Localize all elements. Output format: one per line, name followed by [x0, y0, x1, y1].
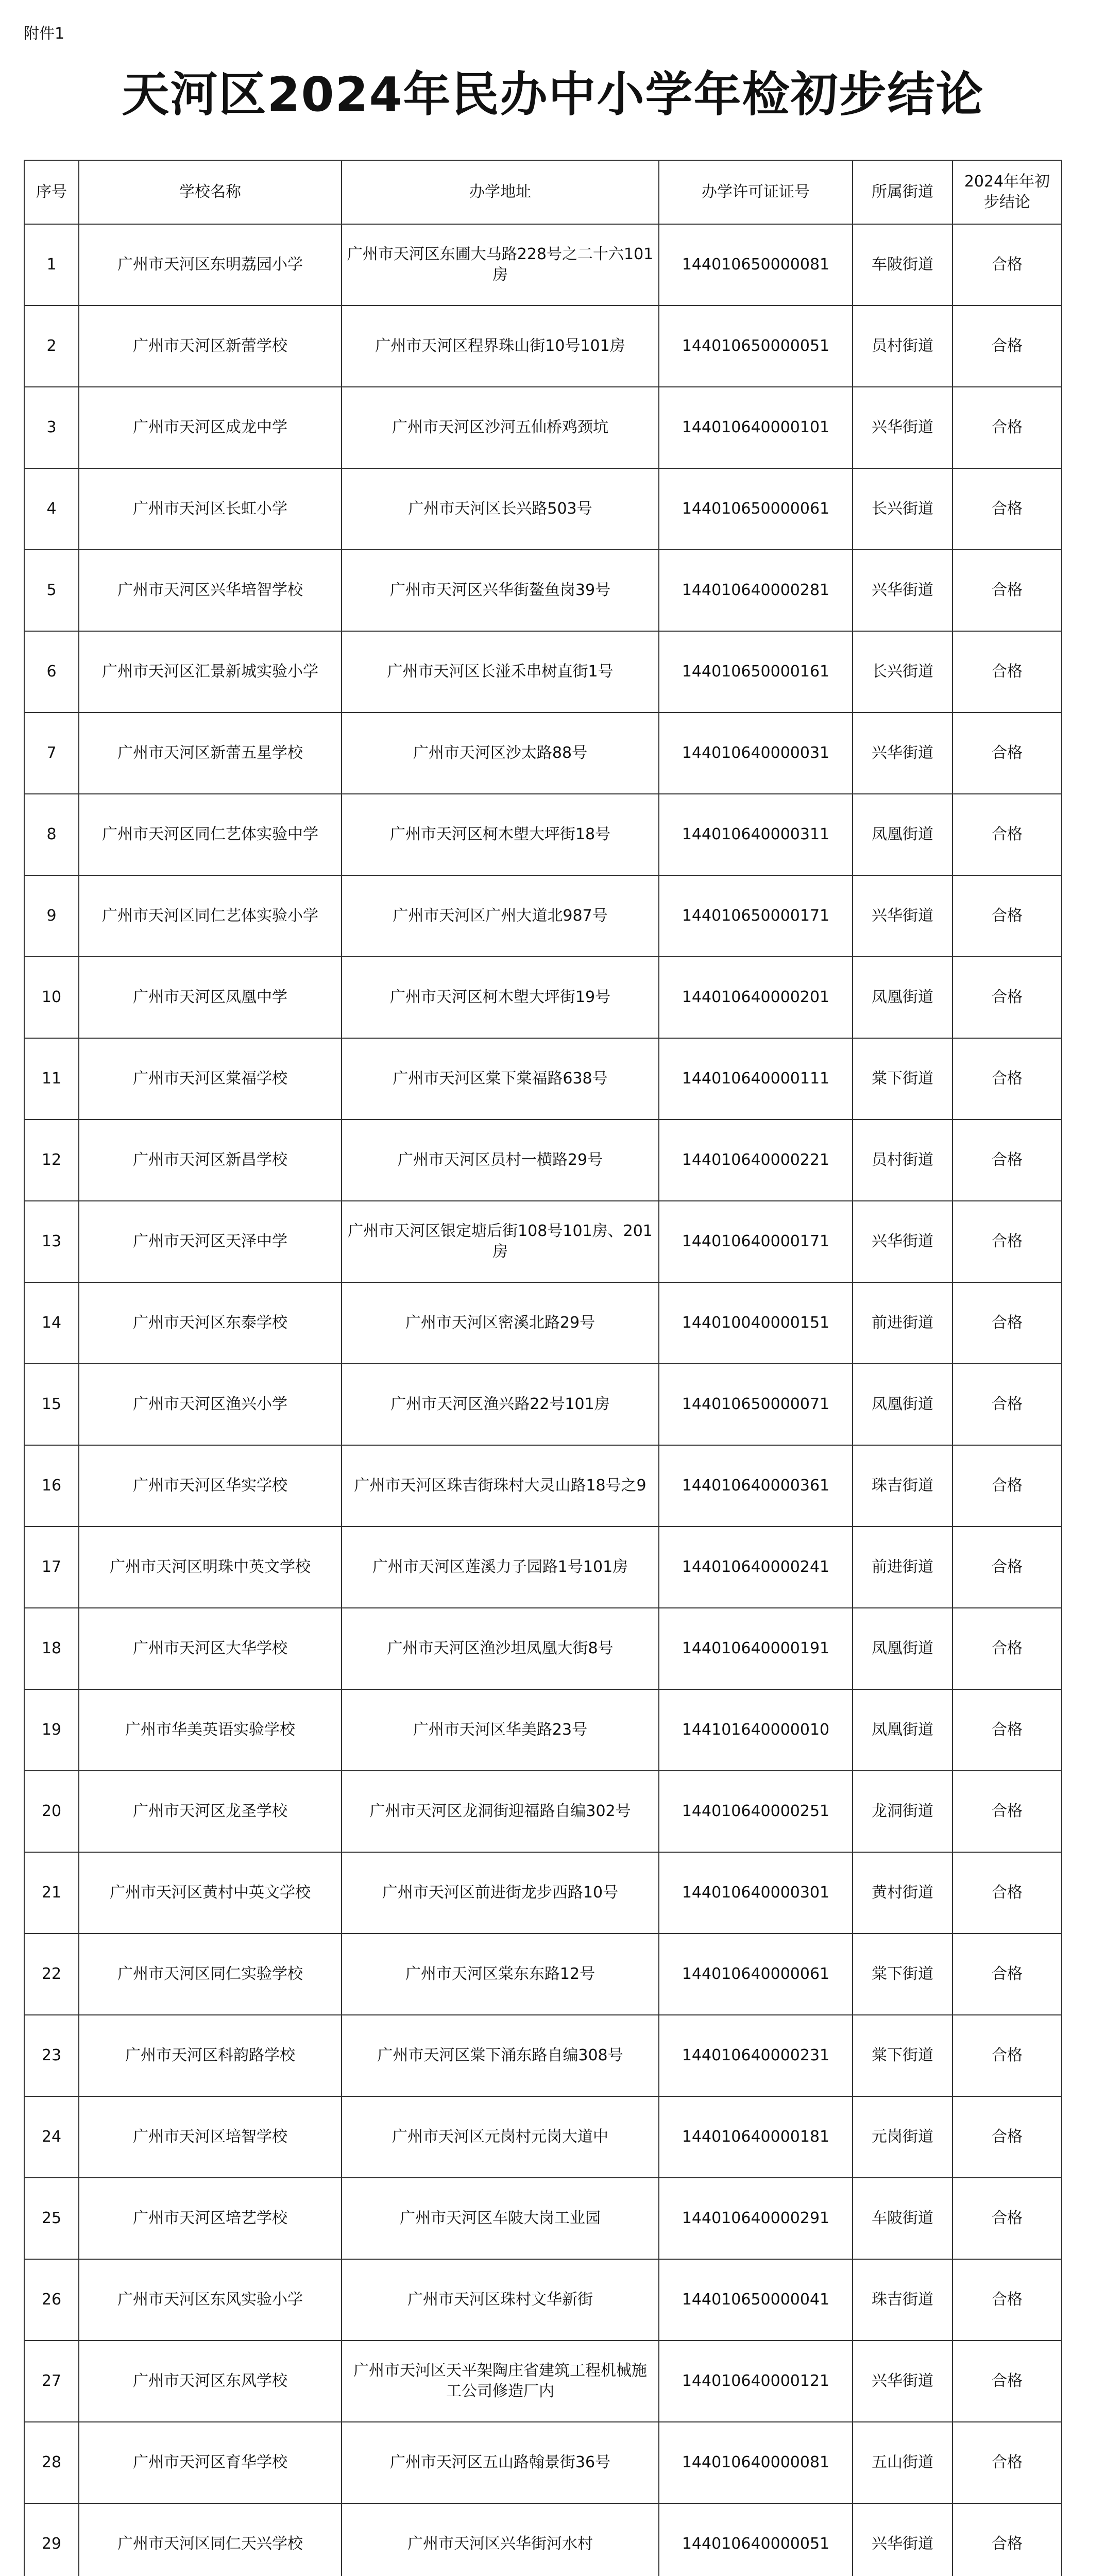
cell-school-name: 广州市天河区汇景新城实验小学 — [79, 631, 342, 713]
table-row — [24, 875, 1062, 957]
cell-result: 合格 — [952, 1445, 1062, 1527]
cell-address: 广州市天河区长兴路503号 — [342, 468, 659, 550]
cell-street: 凤凰街道 — [853, 1689, 952, 1771]
cell-school-name: 广州市天河区东风实验小学 — [79, 2259, 342, 2341]
cell-result: 合格 — [952, 306, 1062, 387]
cell-no: 10 — [24, 957, 79, 1038]
table-row — [24, 1120, 1062, 1201]
cell-result: 合格 — [952, 875, 1062, 957]
cell-street: 兴华街道 — [853, 2341, 952, 2422]
cell-no: 26 — [24, 2259, 79, 2341]
table-row — [24, 1282, 1062, 1364]
cell-result: 合格 — [952, 1852, 1062, 1934]
cell-result: 合格 — [952, 224, 1062, 306]
cell-street: 兴华街道 — [853, 1201, 952, 1282]
cell-school-name: 广州市天河区同仁艺体实验中学 — [79, 794, 342, 875]
cell-license: 144010640000031 — [659, 713, 853, 794]
cell-license: 144010640000241 — [659, 1527, 853, 1608]
cell-license: 144010640000171 — [659, 1201, 853, 1282]
cell-result: 合格 — [952, 2178, 1062, 2259]
table-row — [24, 1689, 1062, 1771]
cell-no: 19 — [24, 1689, 79, 1771]
cell-street: 兴华街道 — [853, 875, 952, 957]
cell-street: 凤凰街道 — [853, 794, 952, 875]
cell-street: 五山街道 — [853, 2422, 952, 2503]
table-row — [24, 1852, 1062, 1934]
cell-address: 广州市天河区渔沙坦凤凰大街8号 — [342, 1608, 659, 1689]
cell-street: 凤凰街道 — [853, 1608, 952, 1689]
cell-result: 合格 — [952, 2259, 1062, 2341]
cell-address: 广州市天河区长湴禾串树直街1号 — [342, 631, 659, 713]
cell-street: 兴华街道 — [853, 550, 952, 631]
cell-license: 144101640000010 — [659, 1689, 853, 1771]
cell-address: 广州市天河区广州大道北987号 — [342, 875, 659, 957]
cell-no: 1 — [24, 224, 79, 306]
table-row — [24, 957, 1062, 1038]
cell-result: 合格 — [952, 1771, 1062, 1852]
cell-result: 合格 — [952, 1934, 1062, 2015]
table-row — [24, 1771, 1062, 1852]
table-row — [24, 1364, 1062, 1445]
cell-street: 长兴街道 — [853, 468, 952, 550]
cell-school-name: 广州市天河区黄村中英文学校 — [79, 1852, 342, 1934]
cell-address: 广州市天河区莲溪力子园路1号101房 — [342, 1527, 659, 1608]
cell-street: 凤凰街道 — [853, 1364, 952, 1445]
cell-no: 3 — [24, 387, 79, 468]
cell-result: 合格 — [952, 2503, 1062, 2576]
cell-street: 龙洞街道 — [853, 1771, 952, 1852]
cell-no: 20 — [24, 1771, 79, 1852]
cell-address: 广州市天河区天平架陶庄省建筑工程机械施工公司修造厂内 — [342, 2341, 659, 2422]
cell-license: 144010640000301 — [659, 1852, 853, 1934]
cell-no: 2 — [24, 306, 79, 387]
cell-no: 9 — [24, 875, 79, 957]
cell-license: 144010640000121 — [659, 2341, 853, 2422]
cell-address: 广州市天河区员村一横路29号 — [342, 1120, 659, 1201]
cell-address: 广州市天河区兴华街河水村 — [342, 2503, 659, 2576]
cell-school-name: 广州市天河区同仁天兴学校 — [79, 2503, 342, 2576]
table-row — [24, 468, 1062, 550]
cell-no: 28 — [24, 2422, 79, 2503]
cell-license: 144010650000051 — [659, 306, 853, 387]
cell-address: 广州市天河区柯木塱大坪街19号 — [342, 957, 659, 1038]
cell-address: 广州市天河区密溪北路29号 — [342, 1282, 659, 1364]
table-row — [24, 2503, 1062, 2576]
cell-license: 144010650000171 — [659, 875, 853, 957]
cell-school-name: 广州市天河区育华学校 — [79, 2422, 342, 2503]
cell-school-name: 广州市天河区凤凰中学 — [79, 957, 342, 1038]
header-school-name: 学校名称 — [79, 160, 342, 224]
cell-result: 合格 — [952, 550, 1062, 631]
table-row — [24, 1527, 1062, 1608]
cell-address: 广州市天河区兴华街鳌鱼岗39号 — [342, 550, 659, 631]
cell-no: 4 — [24, 468, 79, 550]
cell-license: 144010650000041 — [659, 2259, 853, 2341]
cell-school-name: 广州市天河区新昌学校 — [79, 1120, 342, 1201]
cell-address: 广州市天河区东圃大马路228号之二十六101房 — [342, 224, 659, 306]
cell-no: 21 — [24, 1852, 79, 1934]
cell-no: 14 — [24, 1282, 79, 1364]
cell-street: 元岗街道 — [853, 2096, 952, 2178]
cell-result: 合格 — [952, 2096, 1062, 2178]
cell-no: 12 — [24, 1120, 79, 1201]
table-row — [24, 306, 1062, 387]
header-license: 办学许可证证号 — [659, 160, 853, 224]
cell-school-name: 广州市天河区棠福学校 — [79, 1038, 342, 1120]
cell-address: 广州市天河区龙洞街迎福路自编302号 — [342, 1771, 659, 1852]
table-row — [24, 2178, 1062, 2259]
cell-address: 广州市天河区银定塘后街108号101房、201房 — [342, 1201, 659, 1282]
cell-result: 合格 — [952, 1364, 1062, 1445]
cell-school-name: 广州市天河区明珠中英文学校 — [79, 1527, 342, 1608]
cell-result: 合格 — [952, 957, 1062, 1038]
cell-result: 合格 — [952, 1201, 1062, 1282]
cell-street: 车陂街道 — [853, 224, 952, 306]
cell-no: 8 — [24, 794, 79, 875]
header-row — [24, 160, 1062, 224]
table-row — [24, 2096, 1062, 2178]
cell-school-name: 广州市天河区东风学校 — [79, 2341, 342, 2422]
cell-license: 144010640000051 — [659, 2503, 853, 2576]
cell-license: 144010640000231 — [659, 2015, 853, 2096]
cell-school-name: 广州市天河区新蕾五星学校 — [79, 713, 342, 794]
cell-result: 合格 — [952, 1282, 1062, 1364]
table-row — [24, 1201, 1062, 1282]
cell-result: 合格 — [952, 1689, 1062, 1771]
table-row — [24, 1038, 1062, 1120]
cell-street: 兴华街道 — [853, 387, 952, 468]
cell-street: 兴华街道 — [853, 2503, 952, 2576]
cell-no: 27 — [24, 2341, 79, 2422]
cell-street: 棠下街道 — [853, 2015, 952, 2096]
cell-school-name: 广州市天河区成龙中学 — [79, 387, 342, 468]
cell-street: 凤凰街道 — [853, 957, 952, 1038]
cell-no: 13 — [24, 1201, 79, 1282]
cell-address: 广州市天河区华美路23号 — [342, 1689, 659, 1771]
cell-address: 广州市天河区五山路翰景街36号 — [342, 2422, 659, 2503]
cell-school-name: 广州市天河区兴华培智学校 — [79, 550, 342, 631]
cell-street: 员村街道 — [853, 306, 952, 387]
cell-result: 合格 — [952, 1608, 1062, 1689]
cell-address: 广州市天河区珠村文华新街 — [342, 2259, 659, 2341]
cell-result: 合格 — [952, 1527, 1062, 1608]
cell-license: 144010650000061 — [659, 468, 853, 550]
cell-no: 25 — [24, 2178, 79, 2259]
cell-address: 广州市天河区程界珠山街10号101房 — [342, 306, 659, 387]
table-row — [24, 631, 1062, 713]
cell-street: 棠下街道 — [853, 1038, 952, 1120]
results-table — [24, 160, 1062, 2576]
cell-street: 珠吉街道 — [853, 2259, 952, 2341]
cell-school-name: 广州市天河区长虹小学 — [79, 468, 342, 550]
cell-school-name: 广州市华美英语实验学校 — [79, 1689, 342, 1771]
cell-address: 广州市天河区柯木塱大坪街18号 — [342, 794, 659, 875]
cell-license: 144010640000311 — [659, 794, 853, 875]
cell-street: 前进街道 — [853, 1282, 952, 1364]
cell-license: 144010640000191 — [659, 1608, 853, 1689]
table-row — [24, 1934, 1062, 2015]
cell-no: 17 — [24, 1527, 79, 1608]
cell-license: 144010640000221 — [659, 1120, 853, 1201]
page-title: 天河区2024年民办中小学年检初步结论 — [122, 67, 984, 122]
table-row — [24, 224, 1062, 306]
table-row — [24, 1445, 1062, 1527]
cell-license: 144010640000281 — [659, 550, 853, 631]
cell-street: 长兴街道 — [853, 631, 952, 713]
cell-license: 144010640000081 — [659, 2422, 853, 2503]
cell-no: 29 — [24, 2503, 79, 2576]
cell-result: 合格 — [952, 468, 1062, 550]
cell-street: 前进街道 — [853, 1527, 952, 1608]
cell-street: 珠吉街道 — [853, 1445, 952, 1527]
cell-no: 18 — [24, 1608, 79, 1689]
cell-address: 广州市天河区棠东东路12号 — [342, 1934, 659, 2015]
cell-result: 合格 — [952, 2015, 1062, 2096]
cell-address: 广州市天河区渔兴路22号101房 — [342, 1364, 659, 1445]
cell-school-name: 广州市天河区东明荔园小学 — [79, 224, 342, 306]
cell-address: 广州市天河区棠下涌东路自编308号 — [342, 2015, 659, 2096]
cell-license: 144010650000081 — [659, 224, 853, 306]
cell-street: 车陂街道 — [853, 2178, 952, 2259]
cell-no: 15 — [24, 1364, 79, 1445]
cell-school-name: 广州市天河区同仁艺体实验小学 — [79, 875, 342, 957]
cell-no: 6 — [24, 631, 79, 713]
cell-address: 广州市天河区珠吉街珠村大灵山路18号之9 — [342, 1445, 659, 1527]
cell-license: 144010640000201 — [659, 957, 853, 1038]
cell-school-name: 广州市天河区大华学校 — [79, 1608, 342, 1689]
cell-address: 广州市天河区车陂大岗工业园 — [342, 2178, 659, 2259]
cell-result: 合格 — [952, 1120, 1062, 1201]
cell-license: 144010640000291 — [659, 2178, 853, 2259]
cell-school-name: 广州市天河区培智学校 — [79, 2096, 342, 2178]
cell-result: 合格 — [952, 2422, 1062, 2503]
table-row — [24, 2015, 1062, 2096]
cell-license: 144010640000101 — [659, 387, 853, 468]
table-row — [24, 1608, 1062, 1689]
header-street: 所属街道 — [853, 160, 952, 224]
cell-address: 广州市天河区前进街龙步西路10号 — [342, 1852, 659, 1934]
cell-school-name: 广州市天河区华实学校 — [79, 1445, 342, 1527]
cell-school-name: 广州市天河区培艺学校 — [79, 2178, 342, 2259]
cell-address: 广州市天河区棠下棠福路638号 — [342, 1038, 659, 1120]
table-row — [24, 2422, 1062, 2503]
table-row — [24, 713, 1062, 794]
cell-license: 144010040000151 — [659, 1282, 853, 1364]
cell-result: 合格 — [952, 631, 1062, 713]
table-body — [24, 224, 1062, 2576]
cell-no: 22 — [24, 1934, 79, 2015]
cell-no: 7 — [24, 713, 79, 794]
cell-street: 兴华街道 — [853, 713, 952, 794]
cell-no: 23 — [24, 2015, 79, 2096]
header-result: 2024年年初步结论 — [952, 160, 1062, 224]
cell-school-name: 广州市天河区天泽中学 — [79, 1201, 342, 1282]
cell-school-name: 广州市天河区同仁实验学校 — [79, 1934, 342, 2015]
cell-address: 广州市天河区沙河五仙桥鸡颈坑 — [342, 387, 659, 468]
table-row — [24, 387, 1062, 468]
table-row — [24, 2341, 1062, 2422]
cell-license: 144010650000071 — [659, 1364, 853, 1445]
cell-address: 广州市天河区沙太路88号 — [342, 713, 659, 794]
header-address: 办学地址 — [342, 160, 659, 224]
table-row — [24, 550, 1062, 631]
cell-street: 员村街道 — [853, 1120, 952, 1201]
annex-label: 附件1 — [24, 25, 65, 43]
cell-license: 144010640000111 — [659, 1038, 853, 1120]
cell-license: 144010640000361 — [659, 1445, 853, 1527]
cell-no: 16 — [24, 1445, 79, 1527]
cell-no: 24 — [24, 2096, 79, 2178]
cell-street: 棠下街道 — [853, 1934, 952, 2015]
table-row — [24, 794, 1062, 875]
cell-license: 144010640000251 — [659, 1771, 853, 1852]
cell-result: 合格 — [952, 1038, 1062, 1120]
cell-address: 广州市天河区元岗村元岗大道中 — [342, 2096, 659, 2178]
header-no: 序号 — [24, 160, 79, 224]
cell-no: 5 — [24, 550, 79, 631]
cell-school-name: 广州市天河区龙圣学校 — [79, 1771, 342, 1852]
cell-result: 合格 — [952, 794, 1062, 875]
cell-result: 合格 — [952, 713, 1062, 794]
cell-school-name: 广州市天河区渔兴小学 — [79, 1364, 342, 1445]
cell-license: 144010640000181 — [659, 2096, 853, 2178]
cell-no: 11 — [24, 1038, 79, 1120]
cell-license: 144010650000161 — [659, 631, 853, 713]
cell-street: 黄村街道 — [853, 1852, 952, 1934]
cell-result: 合格 — [952, 2341, 1062, 2422]
cell-school-name: 广州市天河区新蕾学校 — [79, 306, 342, 387]
table-row — [24, 2259, 1062, 2341]
cell-school-name: 广州市天河区科韵路学校 — [79, 2015, 342, 2096]
cell-license: 144010640000061 — [659, 1934, 853, 2015]
cell-school-name: 广州市天河区东泰学校 — [79, 1282, 342, 1364]
cell-result: 合格 — [952, 387, 1062, 468]
